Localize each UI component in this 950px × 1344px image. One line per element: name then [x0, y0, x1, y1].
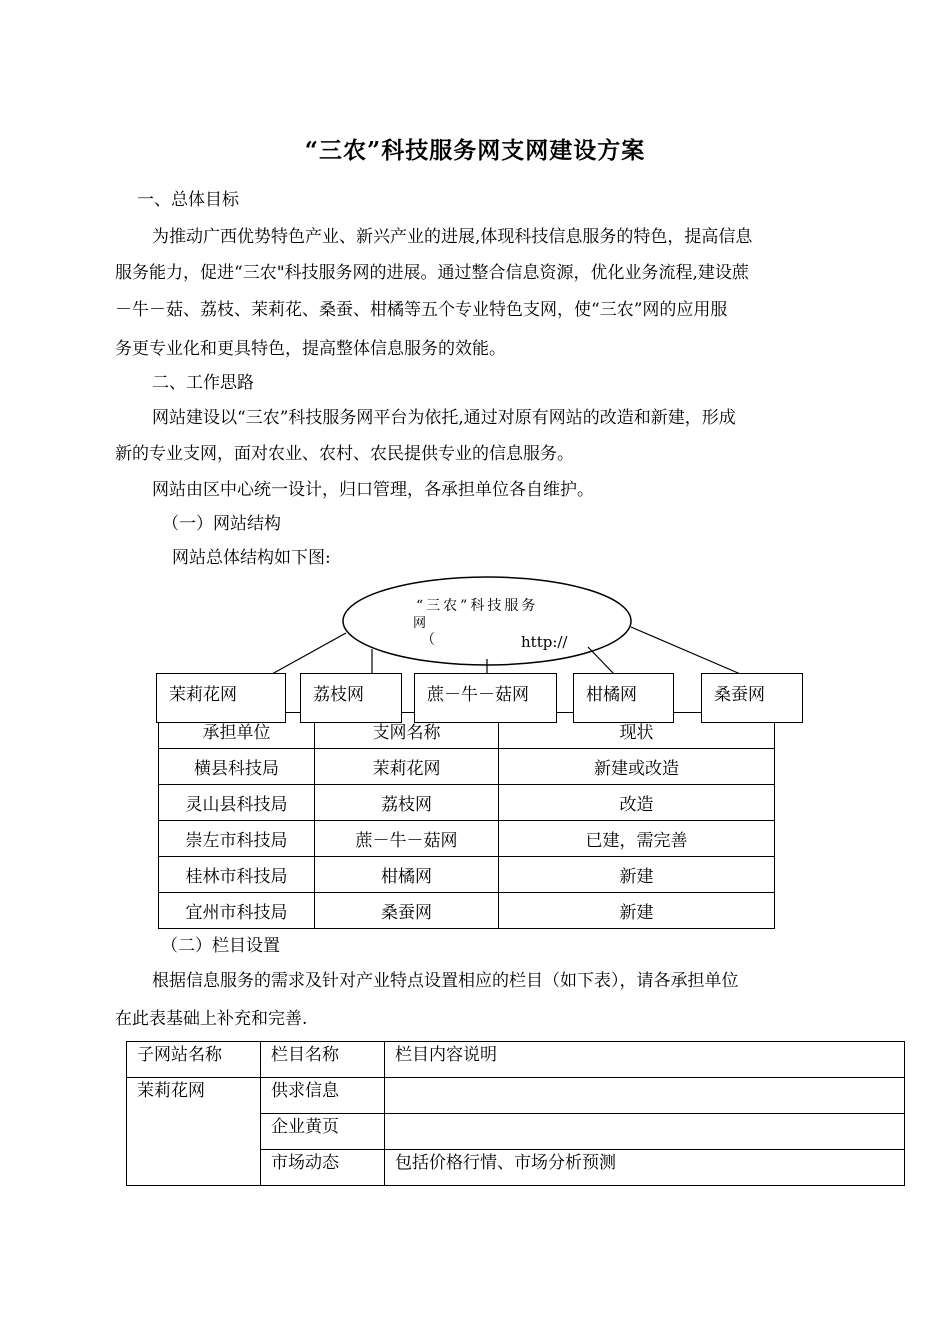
table-cell: 柑橘网 [315, 857, 499, 893]
table-cell: 荔枝网 [315, 785, 499, 821]
node-sugarcane-cattle-mushroom: 蔗－牛－菇网 [414, 673, 557, 723]
connector-line [631, 627, 745, 676]
paragraph-line: 为推动广西优势特色产业、新兴产业的进展,体现科技信息服务的特色，提高信息 [152, 227, 753, 247]
paragraph-line: 网站总体结构如下图: [172, 548, 331, 568]
table-header-cell: 栏目名称 [261, 1042, 385, 1078]
paragraph-line: 在此表基础上补充和完善. [115, 1009, 308, 1029]
root-node-label: “三农”科技服务 [416, 598, 539, 614]
table-cell: 新建 [499, 857, 775, 893]
table-cell [385, 1078, 905, 1114]
table-row [127, 1078, 905, 1114]
node-silkworm: 桑蚕网 [701, 673, 803, 723]
table-cell: 桂林市科技局 [159, 857, 315, 893]
paragraph-line: 服务能力，促进“三农"科技服务网的进展。通过整合信息资源，优化业务流程,建设蔗 [115, 263, 749, 283]
table-cell: 新建 [499, 893, 775, 929]
table-cell-site: 茉莉花网 [127, 1078, 261, 1186]
table-cell: 茉莉花网 [315, 749, 499, 785]
table-cell: 灵山县科技局 [159, 785, 315, 821]
page-title: “三农”科技服务网支网建设方案 [304, 137, 646, 164]
subsection-heading-columns: （二）栏目设置 [161, 936, 280, 956]
table-header-cell: 现状 [499, 713, 775, 749]
table-cell: 企业黄页 [261, 1114, 385, 1150]
table-cell: 横县科技局 [159, 749, 315, 785]
table-cell: 改造 [499, 785, 775, 821]
table-header-cell: 栏目内容说明 [385, 1042, 905, 1078]
paragraph-line: 网站由区中心统一设计，归口管理，各承担单位各自维护。 [152, 480, 594, 500]
table-header-row [127, 1042, 905, 1078]
table-cell: 桑蚕网 [315, 893, 499, 929]
section-heading-approach: 二、工作思路 [152, 373, 254, 393]
root-node-url: http:// [521, 633, 568, 651]
table-cell: 已建，需完善 [499, 821, 775, 857]
table-cell: 蔗－牛－菇网 [315, 821, 499, 857]
table-cell: 包括价格行情、市场分析预测 [385, 1150, 905, 1186]
paragraph-line: 根据信息服务的需求及针对产业特点设置相应的栏目（如下表），请各承担单位 [152, 971, 739, 991]
table-row [159, 749, 775, 785]
table-cell: 供求信息 [261, 1078, 385, 1114]
table-header-cell: 子网站名称 [127, 1042, 261, 1078]
section-heading-goals: 一、总体目标 [137, 190, 239, 210]
table-header-cell: 承担单位 [159, 713, 315, 749]
node-jasmine: 茉莉花网 [156, 673, 286, 723]
node-citrus: 柑橘网 [573, 673, 674, 723]
paragraph-line: －牛－菇、荔枝、茉莉花、桑蚕、柑橘等五个专业特色支网，使“三农”网的应用服 [115, 300, 728, 320]
node-lychee: 荔枝网 [300, 673, 402, 723]
table-row [159, 893, 775, 929]
paragraph-line: 新的专业支网，面对农业、农村、农民提供专业的信息服务。 [115, 444, 574, 464]
subsection-heading-structure: （一）网站结构 [162, 514, 281, 534]
paragraph-line: 务更专业化和更具特色，提高整体信息服务的效能。 [115, 339, 506, 359]
table-header-cell: 支网名称 [315, 713, 499, 749]
column-settings-table [126, 1041, 905, 1186]
assignment-table [158, 712, 775, 929]
root-node-label: （ [421, 632, 438, 648]
table-row [159, 821, 775, 857]
root-ellipse [343, 577, 631, 665]
table-row [159, 785, 775, 821]
table-row [159, 857, 775, 893]
table-cell [385, 1114, 905, 1150]
connector-line [272, 633, 346, 674]
root-node-label: 网 [413, 616, 430, 631]
connector-line [588, 647, 614, 674]
table-cell: 市场动态 [261, 1150, 385, 1186]
paragraph-line: 网站建设以“三农”科技服务网平台为依托,通过对原有网站的改造和新建，形成 [152, 408, 736, 428]
table-cell: 新建或改造 [499, 749, 775, 785]
table-cell: 崇左市科技局 [159, 821, 315, 857]
table-cell: 宜州市科技局 [159, 893, 315, 929]
